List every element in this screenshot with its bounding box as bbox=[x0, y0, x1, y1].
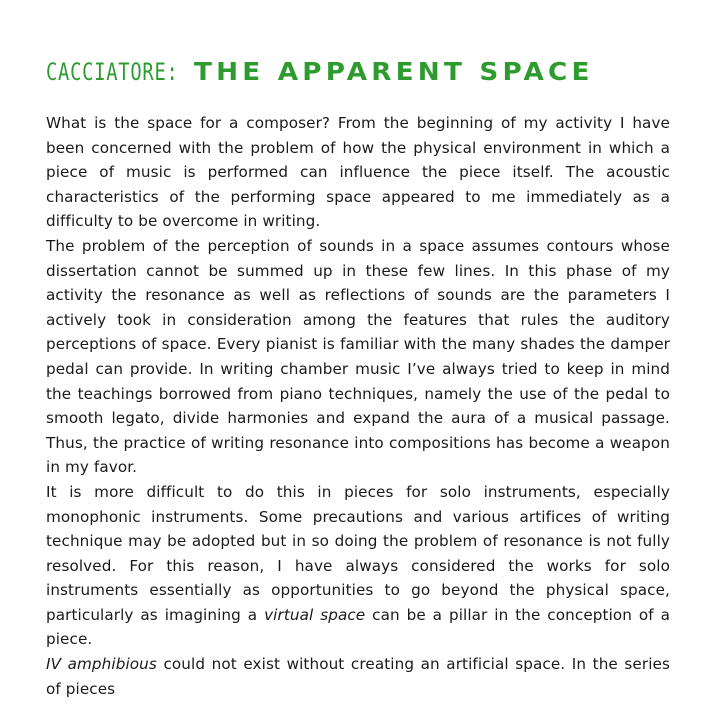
body-text bbox=[46, 111, 670, 701]
paragraph-4-text: could not exist without creating an artificial space. In the series of pieces bbox=[46, 655, 670, 698]
title-heading: THE APPARENT SPACE bbox=[193, 57, 594, 86]
paragraph-3-emphasis: virtual space bbox=[264, 605, 366, 624]
title-author: CACCIATORE: bbox=[46, 58, 179, 86]
page-title bbox=[46, 54, 594, 86]
paragraph-3-text-end: can be a pillar in the conception of a piece. bbox=[46, 605, 671, 649]
paragraph-4-emphasis: IV amphibious bbox=[46, 655, 157, 674]
paragraph-3 bbox=[46, 480, 670, 652]
paragraph-4 bbox=[46, 652, 670, 701]
paragraph-3-text-start: It is more difficult to do this in pieces for solo instruments, especially monophonic instruments. Some precautions and various artifices of writing technique may be adopted but in so doing the problem of resonance is not fully resolved. For this reason, I have always considered the works for solo instruments essentially as opportunities to go beyond the physical space, particularly as imagining a bbox=[46, 482, 670, 624]
paragraph-1: What is the space for a composer? From the beginning of my activity I have been concerned with the problem of how the physical environment in which a piece of music is performed can influence the piece itself. The acoustic characteristics of the performing space appeared to me immediately as a difficulty to be overcome in writing. bbox=[46, 114, 670, 231]
paragraph-2: The problem of the perception of sounds in a space assumes contours whose dissertation cannot be summed up in these few lines. In this phase of my activity the resonance as well as reflections of sounds are the parameters I actively took in consideration among the features that rules the auditory perceptions of space. Every pianist is familiar with the many shades the damper pedal can provide. In writing chamber music I’ve always tried to keep in mind the teachings borrowed from piano techniques, namely the use of the pedal to smooth legato, divide harmonies and expand the aura of a musical passage. Thus, the practice of writing resonance into compositions has become a weapon in my favor. bbox=[46, 236, 670, 477]
